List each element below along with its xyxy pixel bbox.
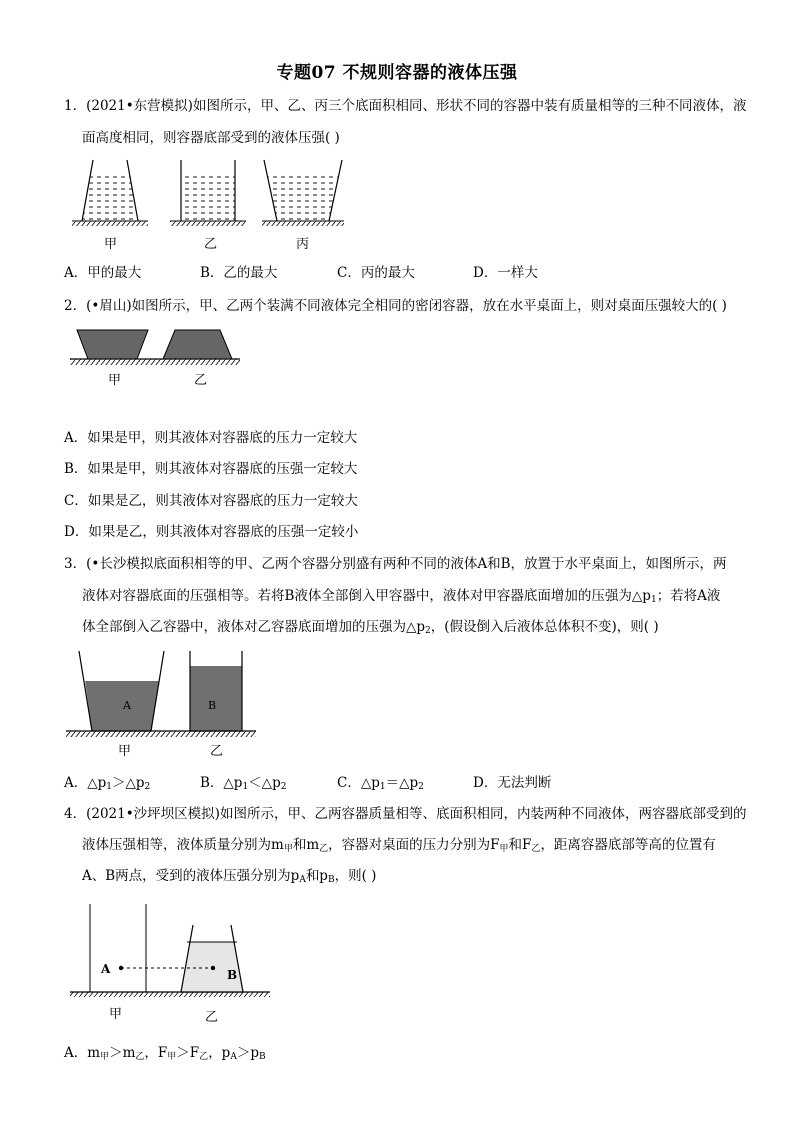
q3-label-jia: 甲 xyxy=(118,744,132,759)
q3-option-d: D．无法判断 xyxy=(473,775,552,791)
q1-label-yi: 乙 xyxy=(204,237,218,252)
q1-label-jia: 甲 xyxy=(104,237,118,252)
q4-option-a: A．$m_甲>m_乙$，$F_甲>F_乙$，$p_A>p_B$ xyxy=(64,1045,266,1062)
q3-stem-line3: 体全部倒入乙容器中，液体对乙容器底面增加的压强为$\triangle p_2$，(假设倒入后液体总体积不变)，则( ) xyxy=(82,619,659,636)
q1-option-d: D．一样大 xyxy=(473,265,538,281)
q4-letter-a: A xyxy=(101,962,111,976)
page-title: 专题07 不规则容器的液体压强 xyxy=(276,63,518,83)
q2-option-d: D．如果是乙，则其液体对容器底的压强一定较小 xyxy=(64,524,359,540)
q2-option-c: C．如果是乙，则其液体对容器底的压力一定较大 xyxy=(64,493,358,509)
q3-option-c: C．$\triangle p_1=\triangle p_2$ xyxy=(337,775,424,792)
q2-label-jia: 甲 xyxy=(108,373,122,388)
q4-stem-line1: 4．(2021•沙坪坝区模拟)如图所示，甲、乙两容器质量相等、底面积相同，内装两种不同液体，两容器底部受到的 xyxy=(64,806,747,822)
q2-stem-line1: 2．(•眉山)如图所示，甲、乙两个装满不同液体完全相同的密闭容器，放在水平桌面上，则对桌面压强较大的( ) xyxy=(64,298,727,314)
q2-option-b: B．如果是甲，则其液体对容器底的压强一定较大 xyxy=(64,461,358,477)
q4-label-yi: 乙 xyxy=(205,1010,219,1025)
q2-option-a: A．如果是甲，则其液体对容器底的压力一定较大 xyxy=(64,430,358,446)
q1-stem-line1: 1．(2021•东营模拟)如图所示，甲、乙、丙三个底面积相同、形状不同的容器中装有质量相等的三种不同液体，液 xyxy=(64,98,747,114)
q3-letter-a: A xyxy=(123,699,131,712)
q2-label-yi: 乙 xyxy=(194,373,208,388)
q1-option-c: C．丙的最大 xyxy=(337,265,415,281)
q3-option-a: A．$\triangle p_1>\triangle p_2$ xyxy=(64,775,151,792)
q1-label-bing: 丙 xyxy=(296,237,310,252)
q1-option-a: A．甲的最大 xyxy=(64,265,142,281)
q1-option-b: B．乙的最大 xyxy=(200,265,278,281)
q3-letter-b: B xyxy=(208,699,217,712)
q3-option-b: B．$\triangle p_1<\triangle p_2$ xyxy=(200,775,287,792)
q3-label-yi: 乙 xyxy=(210,744,224,759)
q1-stem-line2: 面高度相同，则容器底部受到的液体压强( ) xyxy=(82,130,340,146)
q3-stem-line1: 3．(•长沙模拟底面积相等的甲、乙两个容器分别盛有两种不同的液体A和B，放置于水平桌面上，如图所示，两 xyxy=(64,556,727,572)
q4-stem-line2: 液体压强相等，液体质量分别为$m_甲$和$m_乙$，容器对桌面的压力分别为$F_甲$和$F_乙$，距离容器底部等高的位置有 xyxy=(82,837,716,854)
q4-label-jia: 甲 xyxy=(109,1007,123,1022)
q4-letter-b: B xyxy=(227,968,238,982)
q3-stem-line2: 液体对容器底面的压强相等。若将B液体全部倒入甲容器中，液体对甲容器底面增加的压强为$\triangle p_1$；若将A液 xyxy=(82,588,721,605)
q4-stem-line3: A、B两点，受到的液体压强分别为$p_A$和$p_B$，则( ) xyxy=(82,868,377,885)
